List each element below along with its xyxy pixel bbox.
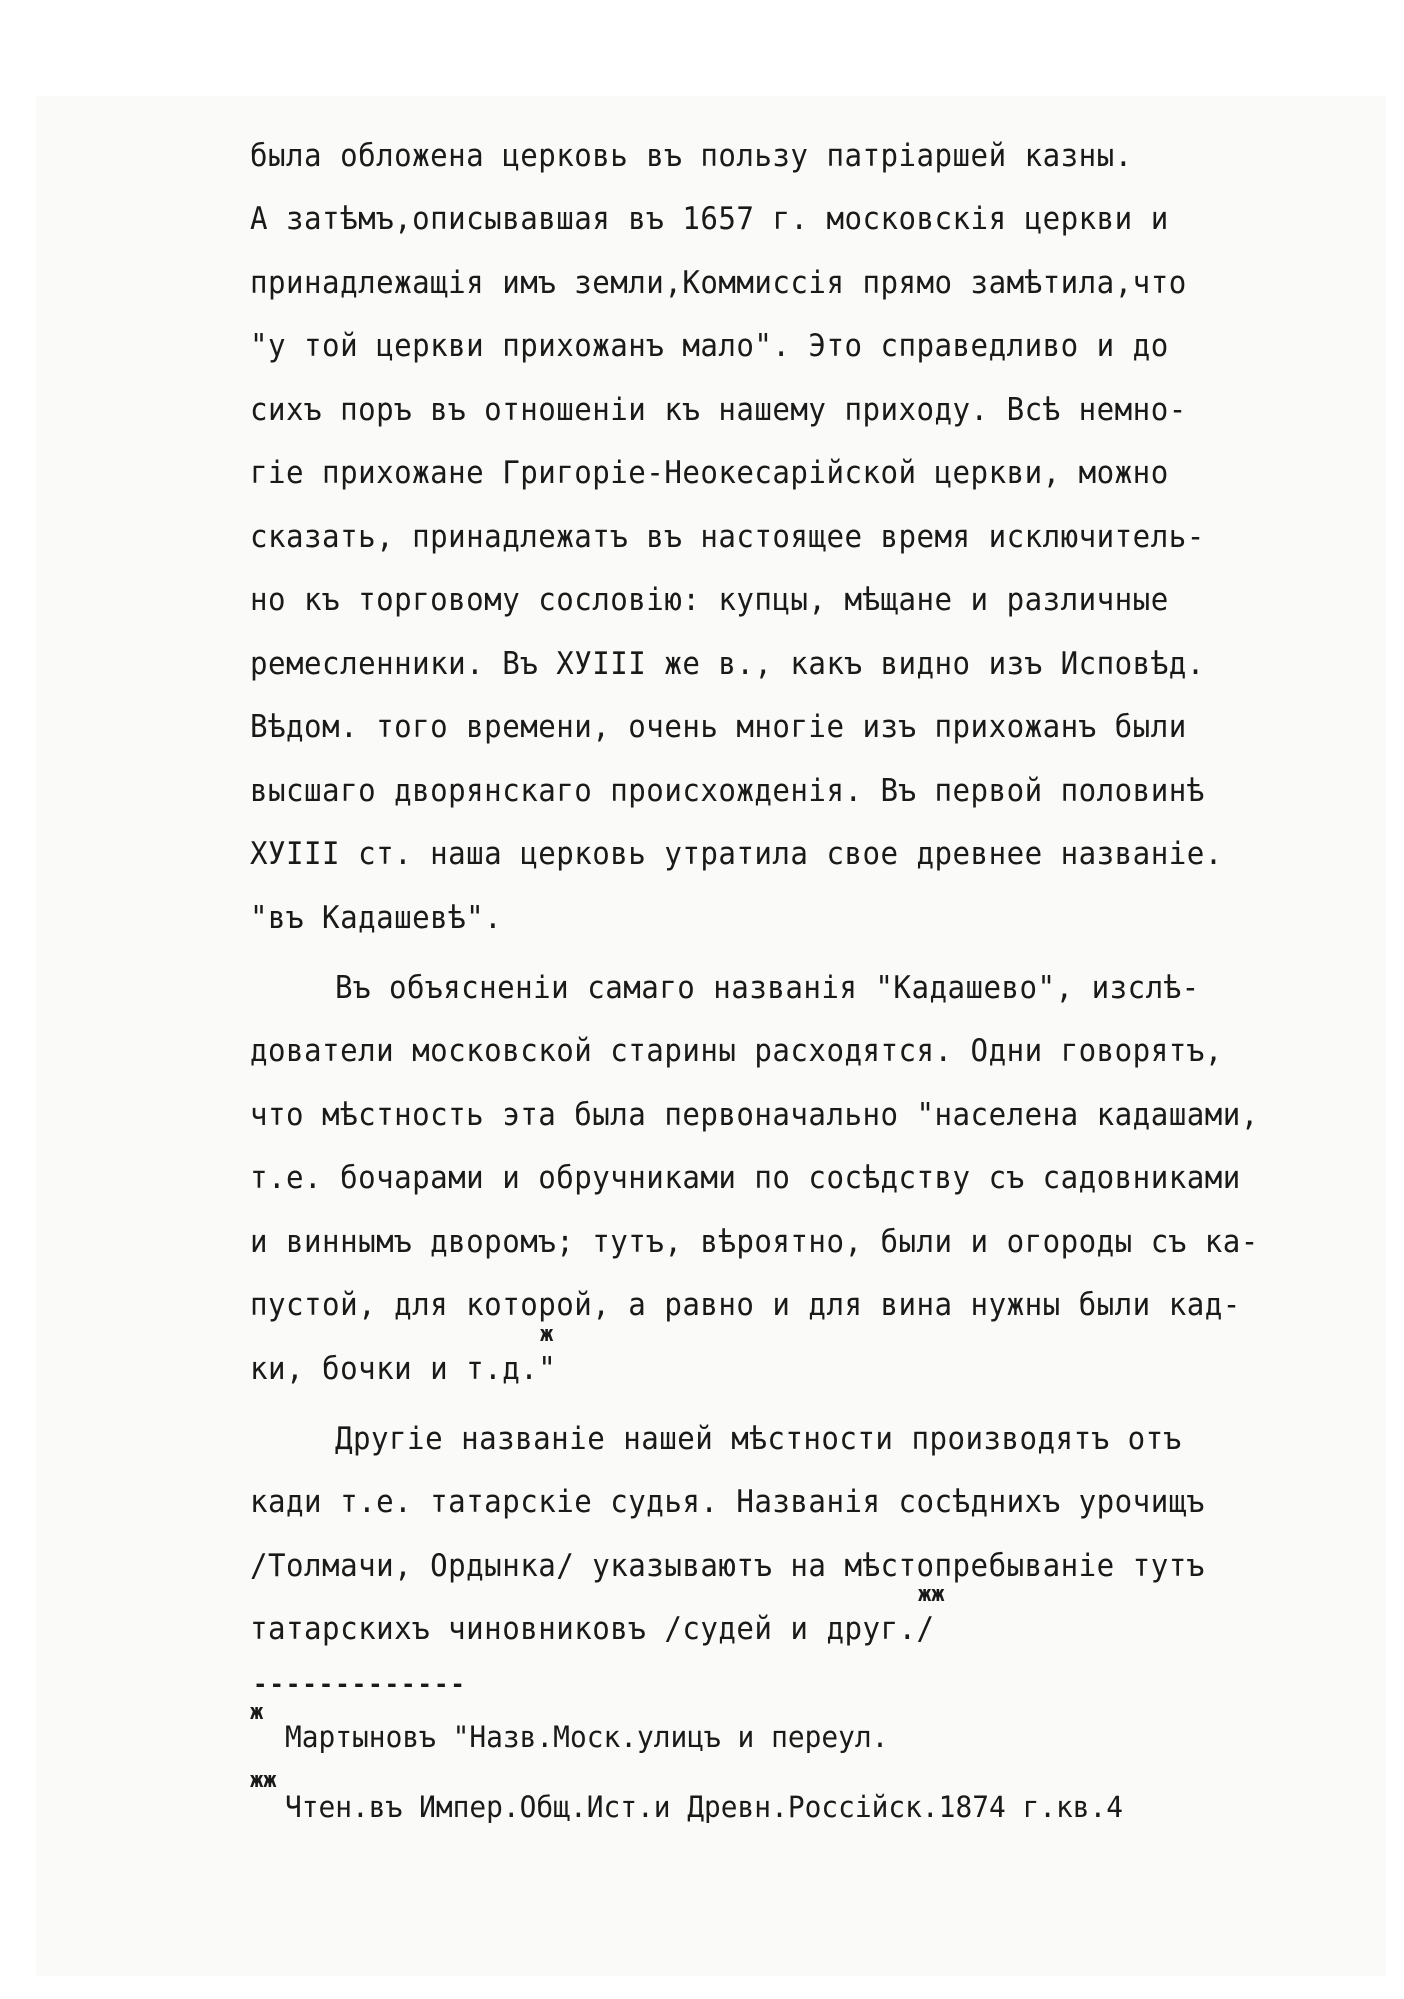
body-line: что мѣстность эта была первоначально "населена кадашами,	[250, 1097, 1259, 1133]
footnote-text: Чтен.въ Импер.Общ.Ист.и Древн.Россійск.1874 г.кв.4	[285, 1790, 1124, 1824]
body-line: гіе прихожане Григоріе-Неокесарійской церкви, можно	[250, 455, 1169, 491]
footnote-mark: ж	[250, 1700, 264, 1725]
footnote-mark: жж	[250, 1768, 277, 1793]
body-line: была обложена церковь въ пользу патріаршей казны.	[250, 138, 1133, 174]
footnote-mark: ж	[540, 1322, 554, 1347]
body-line: принадлежащія имъ земли,Коммиссія прямо замѣтила,что	[250, 265, 1187, 301]
body-line: ХУIII ст. наша церковь утратила свое древнее названіе.	[250, 836, 1223, 872]
footnote-text: Мартыновъ "Назв.Моск.улицъ и переул.	[285, 1720, 889, 1754]
body-line: пустой, для которой, а равно и для вина нужны были кад-	[250, 1287, 1241, 1323]
body-line: А затѣмъ,описывавшая въ 1657 г. московскія церкви и	[250, 201, 1169, 237]
body-line: Вѣдом. того времени, очень многіе изъ прихожанъ были	[250, 709, 1187, 745]
body-line: ки, бочки и т.д."	[250, 1351, 557, 1387]
body-line: "у той церкви прихожанъ мало". Это справедливо и до	[250, 328, 1169, 364]
body-line: кади т.е. татарскіе судья. Названія сосѣднихъ урочищъ	[250, 1484, 1205, 1520]
body-line: ремесленники. Въ ХУIII же в., какъ видно изъ Исповѣд.	[250, 646, 1205, 682]
body-line: дователи московской старины расходятся. Одни говорятъ,	[250, 1033, 1223, 1069]
footnote-separator: -------------	[253, 1670, 467, 1698]
footnote-mark: жж	[918, 1582, 945, 1607]
body-line: Другіе названіе нашей мѣстности производятъ отъ	[335, 1421, 1182, 1457]
body-line: и виннымъ дворомъ; тутъ, вѣроятно, были и огороды съ ка-	[250, 1224, 1259, 1260]
body-line: но къ торговому сословію: купцы, мѣщане и различные	[250, 582, 1169, 618]
body-line: Въ объясненіи самаго названія "Кадашево", изслѣ-	[335, 970, 1200, 1006]
body-line: высшаго дворянскаго происхожденія. Въ первой половинѣ	[250, 773, 1205, 809]
body-line: т.е. бочарами и обручниками по сосѣдству съ садовниками	[250, 1160, 1241, 1196]
body-line: сказать, принадлежатъ въ настоящее время исключитель-	[250, 519, 1205, 555]
body-line: татарскихъ чиновниковъ /судей и друг./	[250, 1611, 935, 1647]
body-line: /Толмачи, Ордынка/ указываютъ на мѣстопребываніе тутъ	[250, 1548, 1205, 1584]
body-line: "въ Кадашевѣ".	[250, 900, 503, 936]
body-line: сихъ поръ въ отношеніи къ нашему приходу. Всѣ немно-	[250, 392, 1187, 428]
